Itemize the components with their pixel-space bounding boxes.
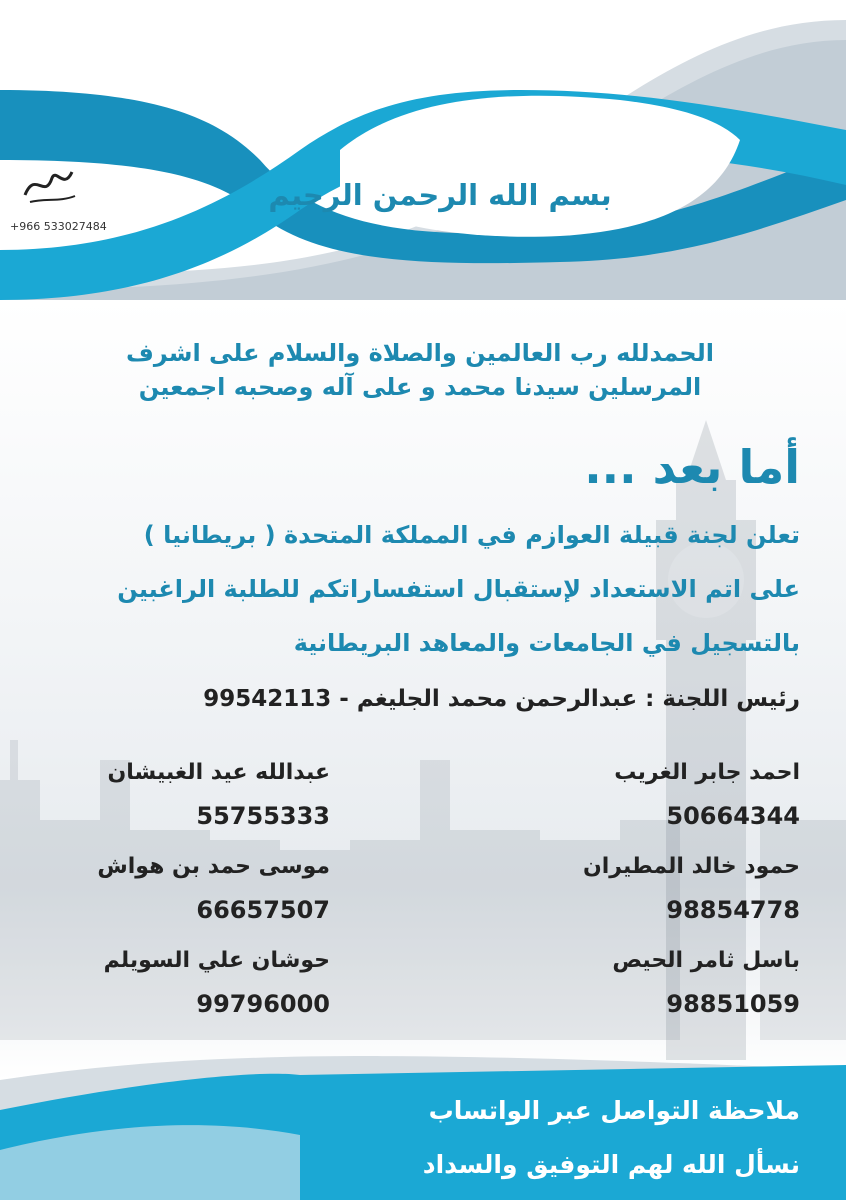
top-ribbon-decoration bbox=[0, 0, 846, 300]
member-phone: 66657507 bbox=[196, 896, 330, 924]
contact-phone: +966 533027484 bbox=[10, 220, 107, 233]
member-card bbox=[0, 940, 330, 1026]
footer-line-2: نسأل الله لهم التوفيق والسداد bbox=[422, 1150, 800, 1179]
member-name: حمود خالد المطيران bbox=[582, 854, 800, 879]
announcement-line-3: بالتسجيل في الجامعات والمعاهد البريطانية bbox=[293, 629, 800, 657]
member-name: حوشان علي السويلم bbox=[103, 948, 330, 973]
member-phone: 99796000 bbox=[196, 990, 330, 1018]
member-card bbox=[0, 846, 330, 932]
praise-line-1: الحمدلله رب العالمين والصلاة والسلام على اشرف bbox=[126, 339, 714, 367]
footer-note bbox=[300, 1084, 800, 1192]
announcement-line-1: تعلن لجنة قبيلة العوازم في المملكة المتحدة ( بريطانيا ) bbox=[143, 521, 800, 549]
member-name: باسل ثامر الحيص bbox=[612, 948, 800, 973]
footer-line-1: ملاحظة التواصل عبر الواتساب bbox=[428, 1096, 800, 1125]
member-card bbox=[470, 940, 800, 1026]
calligraphy-signature-logo bbox=[20, 160, 80, 210]
member-name: احمد جابر الغريب bbox=[614, 760, 800, 785]
announcement-line-2: على اتم الاستعداد لإستقبال استفساراتكم للطلبة الراغبين bbox=[117, 575, 800, 603]
committee-chair: رئيس اللجنة : عبدالرحمن محمد الجليغم - 99542113 bbox=[203, 686, 800, 712]
member-name: عبدالله عيد الغبيشان bbox=[107, 760, 330, 785]
opening-praise bbox=[60, 336, 780, 404]
member-card bbox=[470, 752, 800, 838]
member-phone: 50664344 bbox=[666, 802, 800, 830]
amma-baad-heading: أما بعد ... bbox=[584, 440, 800, 494]
member-phone: 98854778 bbox=[666, 896, 800, 924]
announcement-text bbox=[30, 508, 800, 670]
member-name: موسى حمد بن هواش bbox=[97, 854, 330, 879]
member-card bbox=[470, 846, 800, 932]
praise-line-2: المرسلين سيدنا محمد و على آله وصحبه اجمعين bbox=[138, 373, 702, 401]
basmala-title: بسم الله الرحمن الرحيم bbox=[268, 178, 612, 212]
member-phone: 55755333 bbox=[196, 802, 330, 830]
member-phone: 98851059 bbox=[666, 990, 800, 1018]
member-card bbox=[0, 752, 330, 838]
